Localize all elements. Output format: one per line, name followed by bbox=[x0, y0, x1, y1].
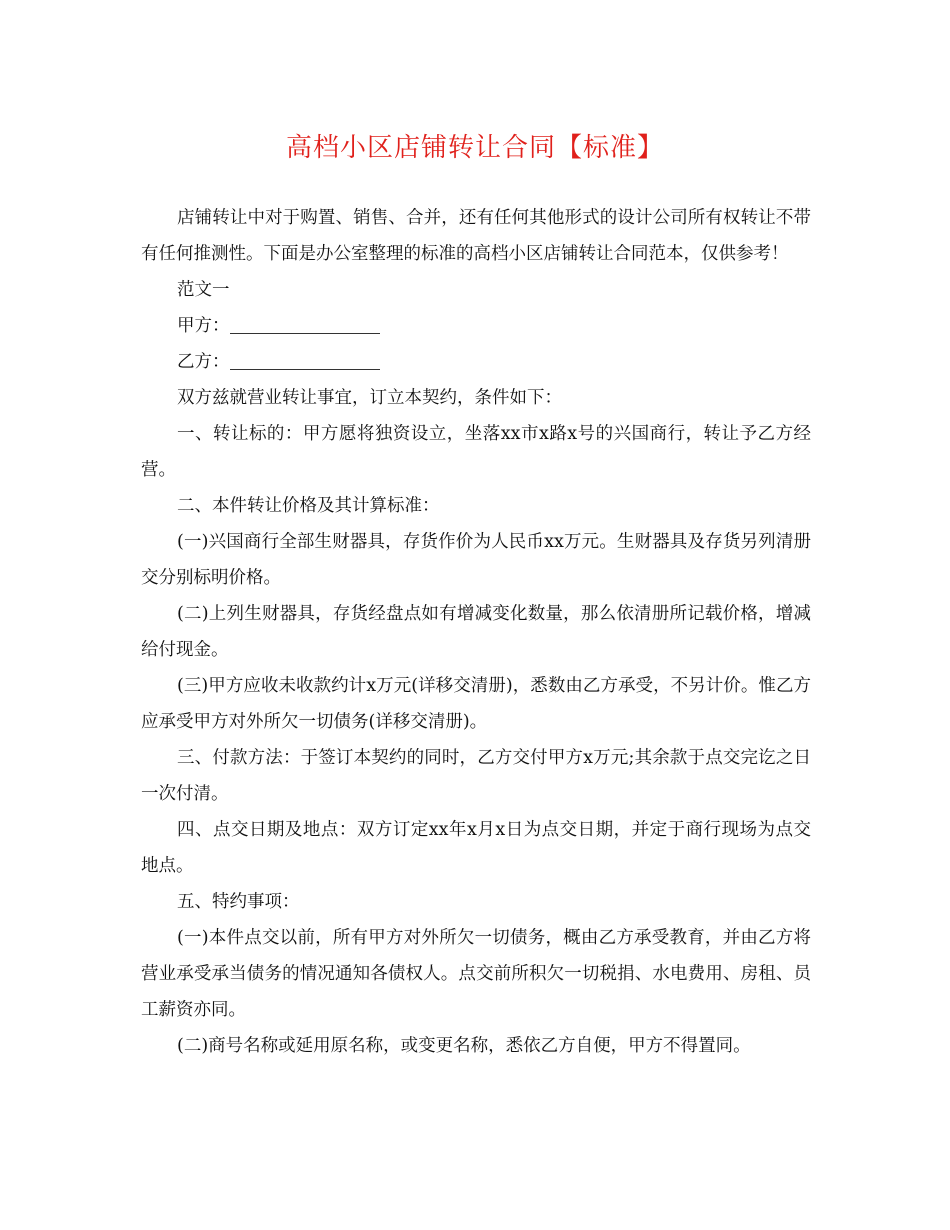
clause-5-heading: 五、特约事项： bbox=[177, 892, 300, 912]
clause-5-item-2: (二)商号名称或延用原名称，或变更名称，悉依乙方自便，甲方不得置同。 bbox=[177, 1036, 751, 1056]
clause-3: 三、付款方法：于签订本契约的同时，乙方交付甲方x万元;其余款于点交完讫之日一次付清。 bbox=[141, 748, 811, 804]
clause-2-item-1: (一)兴国商行全部生财器具，存货作价为人民币xx万元。生财器具及存货另列清册交分别标明价格。 bbox=[141, 532, 811, 588]
clause-2-item-2: (二)上列生财器具，存货经盘点如有增减变化数量，那么依清册所记载价格，增减给付现金。 bbox=[141, 604, 811, 660]
document-title: 高档小区店铺转让合同【标准】 bbox=[285, 133, 664, 163]
agreement-intro: 双方兹就营业转让事宜，订立本契约，条件如下： bbox=[177, 388, 562, 408]
clause-1: 一、转让标的：甲方愿将独资设立，坐落xx市x路x号的兴国商行，转让予乙方经营。 bbox=[141, 424, 811, 480]
clause-2-item-3: (三)甲方应收未收款约计x万元(详移交清册)，悉数由乙方承受，不另计价。惟乙方应承受甲方对外所欠一切债务(详移交清册)。 bbox=[141, 676, 811, 732]
party-a-label: 甲方： bbox=[177, 316, 230, 336]
clause-2-heading: 二、本件转让价格及其计算标准： bbox=[177, 496, 440, 516]
party-a-line bbox=[141, 308, 811, 344]
clause-5-item-1: (一)本件点交以前，所有甲方对外所欠一切债务，概由乙方承受教育，并由乙方将营业承受承当债务的情况通知各债权人。点交前所积欠一切税捐、水电费用、房租、员工薪资亦同。 bbox=[141, 928, 811, 1020]
party-b-blank bbox=[230, 351, 380, 370]
document-body bbox=[141, 200, 811, 1064]
party-a-blank bbox=[230, 315, 380, 334]
intro-paragraph: 店铺转让中对于购置、销售、合并，还有任何其他形式的设计公司所有权转让不带有任何推测性。下面是办公室整理的标准的高档小区店铺转让合同范本，仅供参考！ bbox=[141, 208, 811, 264]
sample-heading: 范文一 bbox=[177, 280, 230, 300]
clause-4: 四、点交日期及地点：双方订定xx年x月x日为点交日期，并定于商行现场为点交地点。 bbox=[141, 820, 811, 876]
party-b-line bbox=[141, 344, 811, 380]
party-b-label: 乙方： bbox=[177, 352, 230, 372]
